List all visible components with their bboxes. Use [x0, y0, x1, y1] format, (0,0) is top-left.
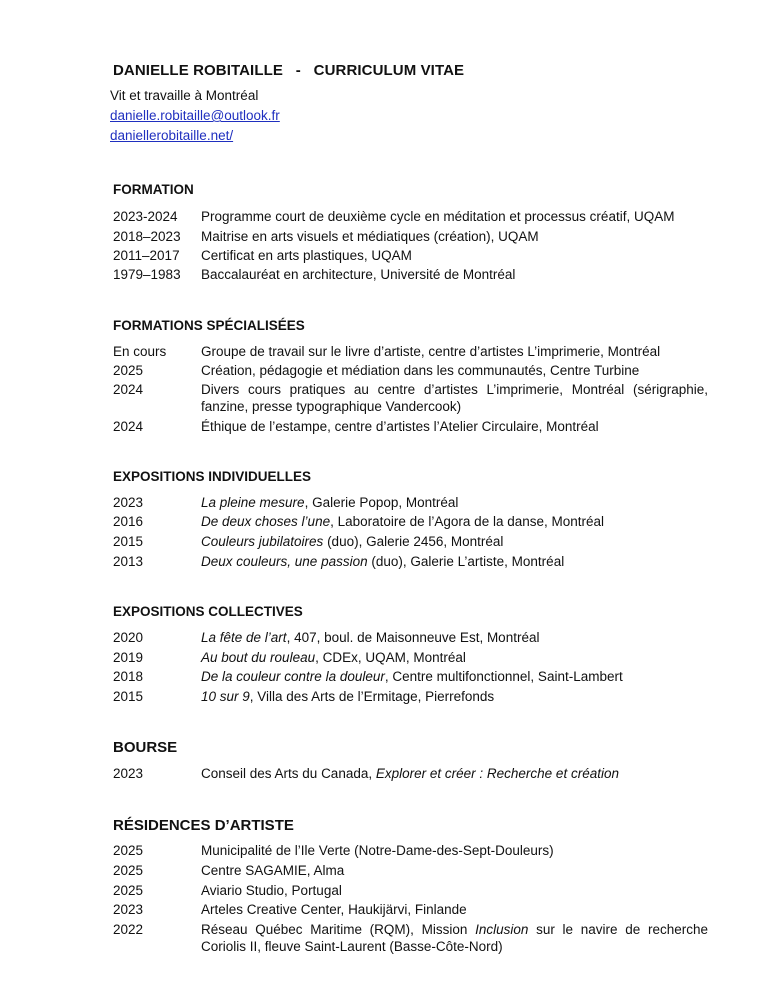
exhibition-year: 2020	[113, 630, 144, 645]
residency-row	[113, 862, 708, 879]
formation-text: Certificat en arts plastiques, UQAM	[201, 248, 412, 263]
specialisee-row	[113, 381, 708, 415]
section-formation-heading: FORMATION	[113, 182, 194, 197]
residency-row	[113, 901, 708, 918]
specialisee-row	[113, 362, 708, 379]
exhibition-row	[113, 668, 708, 685]
formation-year: 2023-2024	[113, 209, 178, 224]
exhibition-venue: , Galerie Popop, Montréal	[304, 495, 459, 510]
formation-text: Programme court de deuxième cycle en méditation et processus créatif, UQAM	[201, 209, 675, 224]
email-link[interactable]: danielle.robitaille@outlook.fr	[110, 108, 280, 123]
residency-text: Municipalité de l’Ile Verte (Notre-Dame-des-Sept-Douleurs)	[201, 843, 554, 858]
section-residences-heading: RÉSIDENCES D’ARTISTE	[113, 817, 294, 834]
specialisee-year: 2024	[113, 419, 144, 434]
exhibition-row	[113, 494, 708, 511]
formation-text: Baccalauréat en architecture, Université de Montréal	[201, 267, 516, 282]
exhibition-year: 2015	[113, 689, 144, 704]
grant-row	[113, 765, 708, 782]
exhibition-venue: , Laboratoire de l’Agora de la danse, Montréal	[330, 514, 605, 529]
exhibition-venue: , Centre multifonctionnel, Saint-Lambert	[384, 669, 623, 684]
formation-row	[113, 208, 708, 225]
residency-text: Arteles Creative Center, Haukijärvi, Finlande	[201, 902, 467, 917]
residence-line: Vit et travaille à Montréal	[110, 88, 259, 103]
formation-text: Maitrise en arts visuels et médiatiques (création), UQAM	[201, 229, 539, 244]
exhibition-row	[113, 533, 708, 550]
formation-year: 1979–1983	[113, 267, 181, 282]
grant-funder: Conseil des Arts du Canada,	[201, 766, 376, 781]
exhibition-venue: (duo), Galerie 2456, Montréal	[323, 534, 504, 549]
exhibition-row	[113, 513, 708, 530]
exhibition-venue: , Villa des Arts de l’Ermitage, Pierrefonds	[249, 689, 495, 704]
residency-year: 2023	[113, 902, 144, 917]
exhibition-row	[113, 649, 708, 666]
residency-text: Réseau Québec Maritime (RQM), Mission	[201, 922, 476, 937]
exhibition-row	[113, 688, 708, 705]
section-collectives-heading: EXPOSITIONS COLLECTIVES	[113, 604, 303, 619]
formation-year: 2011–2017	[113, 248, 180, 263]
exhibition-title: De deux choses l’une	[201, 514, 331, 529]
residency-mission-title: Inclusion	[475, 922, 529, 937]
section-specialisees-heading: FORMATIONS SPÉCIALISÉES	[113, 318, 305, 333]
residency-text: Aviario Studio, Portugal	[201, 883, 342, 898]
residency-text-cont: sur le navire de recherche Coriolis II, fleuve Saint-Laurent (Basse-Côte-Nord)	[201, 922, 708, 954]
specialisee-text: Éthique de l’estampe, centre d’artistes l’Atelier Circulaire, Montréal	[201, 419, 599, 434]
formation-year: 2018–2023	[113, 229, 181, 244]
exhibition-title: La pleine mesure	[201, 495, 305, 510]
specialisee-text: Création, pédagogie et médiation dans les communautés, Centre Turbine	[201, 363, 640, 378]
exhibition-title: 10 sur 9	[201, 689, 250, 704]
exhibition-row	[113, 553, 708, 570]
section-individuelles-heading: EXPOSITIONS INDIVIDUELLES	[113, 469, 312, 484]
exhibition-venue: (duo), Galerie L’artiste, Montréal	[367, 554, 565, 569]
residency-row	[113, 921, 708, 955]
residency-year: 2022	[113, 922, 144, 937]
exhibition-year: 2019	[113, 650, 144, 665]
exhibition-year: 2018	[113, 669, 144, 684]
residency-year: 2025	[113, 843, 144, 858]
grant-program: Explorer et créer : Recherche et création	[375, 766, 619, 781]
cv-title: DANIELLE ROBITAILLE - CURRICULUM VITAE	[113, 62, 465, 79]
formation-row	[113, 247, 708, 264]
residency-year: 2025	[113, 883, 144, 898]
formation-row	[113, 266, 708, 283]
exhibition-year: 2016	[113, 514, 144, 529]
section-bourse-heading: BOURSE	[113, 739, 178, 756]
exhibition-title: Au bout du rouleau	[201, 650, 316, 665]
specialisee-row	[113, 418, 708, 435]
grant-year: 2023	[113, 766, 144, 781]
specialisee-year: 2025	[113, 363, 144, 378]
exhibition-year: 2023	[113, 495, 144, 510]
exhibition-title: De la couleur contre la douleur	[201, 669, 385, 684]
exhibition-title: Deux couleurs, une passion	[201, 554, 368, 569]
website-link[interactable]: daniellerobitaille.net/	[110, 128, 234, 143]
exhibition-title: La fête de l’art	[201, 630, 287, 645]
exhibition-year: 2015	[113, 534, 144, 549]
exhibition-venue: , 407, boul. de Maisonneuve Est, Montréal	[286, 630, 540, 645]
exhibition-title: Couleurs jubilatoires	[201, 534, 324, 549]
specialisee-text: Groupe de travail sur le livre d’artiste, centre d’artistes L’imprimerie, Montréal	[201, 344, 661, 359]
specialisee-text: Divers cours pratiques au centre d’artistes L’imprimerie, Montréal (sérigraphie, fanzine, presse typographique Vandercook)	[201, 382, 708, 414]
specialisee-year: En cours	[113, 344, 167, 359]
residency-row	[113, 882, 708, 899]
exhibition-year: 2013	[113, 554, 144, 569]
residency-year: 2025	[113, 863, 144, 878]
residency-row	[113, 842, 708, 859]
specialisee-year: 2024	[113, 382, 144, 397]
exhibition-venue: , CDEx, UQAM, Montréal	[315, 650, 466, 665]
exhibition-row	[113, 629, 708, 646]
specialisee-row	[113, 343, 708, 360]
residency-text: Centre SAGAMIE, Alma	[201, 863, 345, 878]
formation-row	[113, 228, 708, 245]
